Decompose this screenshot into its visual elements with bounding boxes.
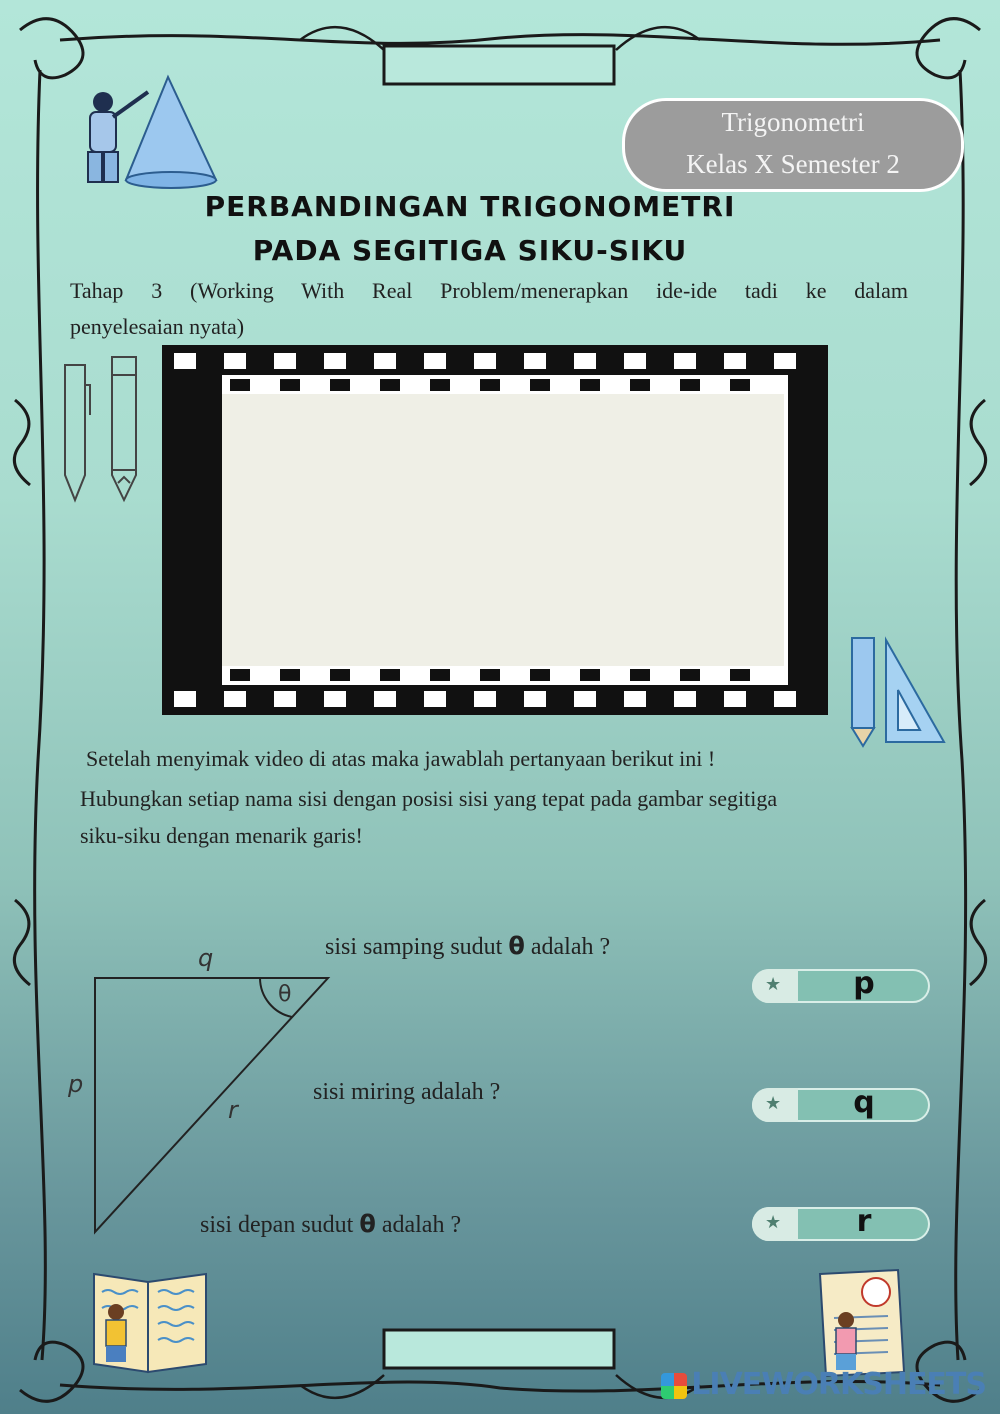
stage-text-line1: Tahap 3 (Working With Real Problem/menerapkan ide-ide tadi ke dalam [70, 278, 908, 303]
stage-text-line2: penyelesaian nyata) [70, 314, 245, 339]
cone-illustration [78, 72, 228, 192]
theta-symbol: θ [359, 1210, 376, 1238]
option-label: p [853, 966, 875, 1001]
option-r[interactable] [752, 1204, 930, 1241]
page-title-line1: PERBANDINGAN TRIGONOMETRI [204, 190, 736, 223]
question-adjacent-suffix: adalah ? [524, 934, 611, 960]
right-triangle-diagram [60, 945, 350, 1245]
badge-subject: Trigonometri [721, 107, 865, 137]
label-r: r [228, 1096, 238, 1124]
question-opposite-prefix: sisi depan sudut [200, 1212, 360, 1238]
label-q: q [198, 944, 214, 972]
label-p: p [68, 1070, 84, 1098]
ruler-pencil-icon [848, 630, 948, 748]
question-hypotenuse: sisi miring adalah ? [313, 1079, 501, 1105]
question-adjacent [325, 932, 610, 961]
badge-class: Kelas X Semester 2 [686, 149, 900, 179]
question-adjacent-prefix: sisi samping sudut [325, 934, 509, 960]
video-player[interactable] [222, 394, 784, 666]
subject-badge [622, 98, 964, 192]
star-icon: ★ [765, 1212, 782, 1233]
instruction-line1: Setelah menyimak video di atas maka jawablah pertanyaan berikut ini ! [86, 746, 716, 771]
liveworksheets-watermark [661, 1367, 986, 1402]
question-opposite [200, 1210, 461, 1239]
star-icon: ★ [765, 1093, 782, 1114]
option-label: q [853, 1085, 875, 1120]
instruction-line2: Hubungkan setiap nama sisi dengan posisi sisi yang tepat pada gambar segitiga [80, 786, 778, 811]
page-title-line2: PADA SEGITIGA SIKU-SIKU [252, 234, 688, 267]
watermark-text: LIVEWORKSHEETS [691, 1367, 986, 1402]
option-q[interactable] [752, 1085, 930, 1122]
label-theta: θ [278, 982, 292, 1007]
exam-paper-illustration [806, 1268, 910, 1378]
liveworksheets-logo-icon [661, 1373, 687, 1399]
instruction-line3: siku-siku dengan menarik garis! [80, 823, 363, 848]
theta-symbol: θ [508, 932, 525, 960]
option-p[interactable] [752, 966, 930, 1003]
question-opposite-suffix: adalah ? [375, 1212, 462, 1238]
option-label: r [856, 1204, 872, 1239]
star-icon: ★ [765, 974, 782, 995]
book-illustration [88, 1268, 212, 1378]
pens-icon [60, 355, 140, 505]
